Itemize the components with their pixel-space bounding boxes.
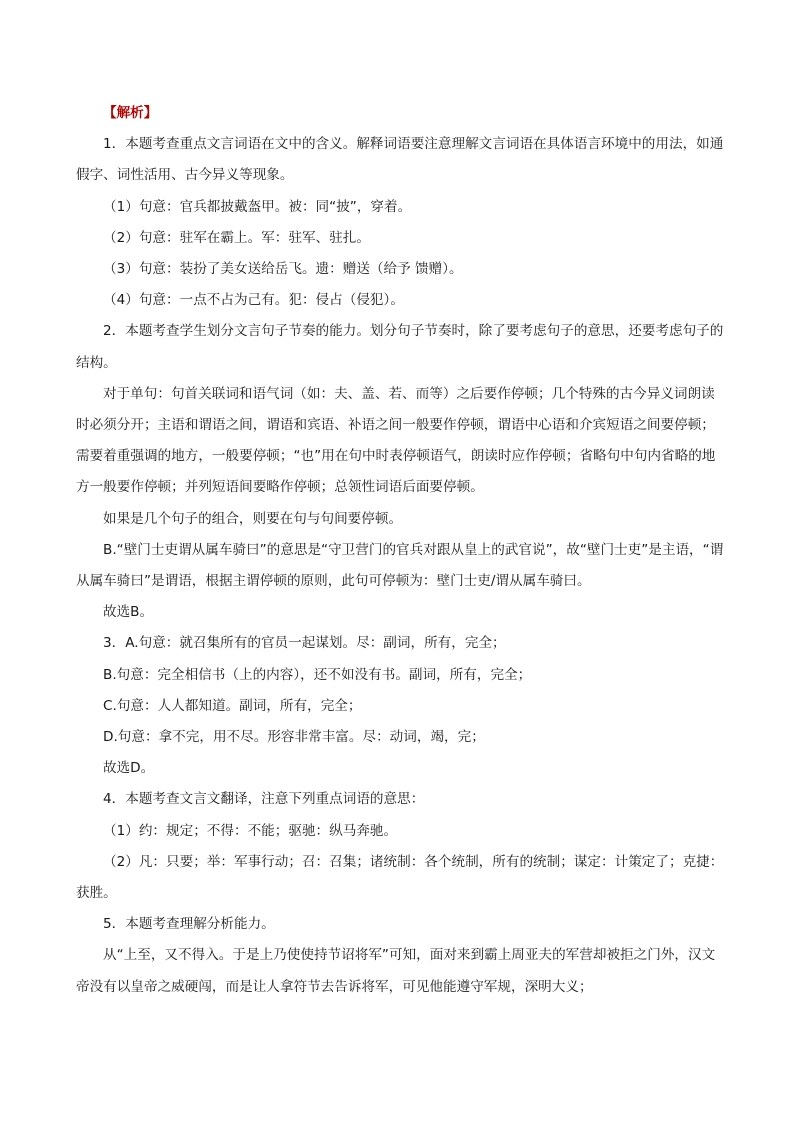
q1-item-2: （2）句意：驻军在霸上。军：驻军、驻扎。 <box>103 229 370 246</box>
q4-intro: 4．本题考查文言文翻译，注意下列重点词语的意思： <box>103 791 425 808</box>
q3-option-d: D.句意：拿不完，用不尽。形容非常丰富。尽：动词，竭，完； <box>103 729 485 746</box>
q2-compound-rule: 如果是几个句子的组合，则要在句与句间要停顿。 <box>103 510 403 527</box>
q2-intro: 2．本题考查学生划分文言句子节奏的能力。划分句子节奏时，除了要考虑句子的意思，还要考虑句子的结构。 <box>76 323 724 371</box>
q5-intro: 5．本题考查理解分析能力。 <box>103 916 275 933</box>
q2-option-b: B.“壁门士吏谓从属车骑曰”的意思是“守卫营门的官兵对跟从皇上的武官说”，故“壁门士吏”是主语，“谓从属车骑曰”是谓语，根据主谓停顿的原则，此句可停顿为：壁门士吏/谓从属车骑曰。 <box>76 541 724 590</box>
q1-item-1: （1）句意：官兵都披戴盔甲。被：同“披”，穿着。 <box>103 198 412 215</box>
q3-option-a: 3．A.句意：就召集所有的官员一起谋划。尽：副词，所有，完全； <box>103 635 506 652</box>
q5-analysis: 从“上至，又不得入。于是上乃使使持节诏将军”可知，面对来到霸上周亚夫的军营却被拒之门外，汉文帝没有以皇帝之威硬闯，而是让人拿符节去告诉将军，可见他能遵守军规，深明大义； <box>76 947 716 995</box>
q2-answer: 故选B。 <box>103 604 154 621</box>
q3-answer: 故选D。 <box>103 760 155 777</box>
q1-intro: 1．本题考查重点文言词语在文中的含义。解释词语要注意理解文言词语在具体语言环境中的用法，如通假字、词性活用、古今异义等现象。 <box>76 136 724 184</box>
q2-single-sentence-rules: 对于单句：句首关联词和语气词（如：夫、盖、若、而等）之后要作停顿；几个特殊的古今异义词朗读时必须分开；主语和谓语之间，谓语和宾语、补语之间一般要作停顿，谓语中心语和介宾短语之间要停顿；需要着重强调的地方，一般要停顿；“也”用在句中时表停顿语气，朗读时应作停顿；省略句中句内省略的地方一般要作停顿；并列短语间要略作停顿；总领性词语后面要停顿。 <box>76 385 716 496</box>
q1-item-3: （3）句意：装扮了美女送给岳飞。遗：赠送（给予 馈赠）。 <box>103 261 463 278</box>
q3-option-b: B.句意：完全相信书（上的内容），还不如没有书。副词，所有，完全； <box>103 666 532 683</box>
q4-item-2: （2）凡：只要；举：军事行动；召：召集；诸统制：各个统制，所有的统制；谋定：计策定了；克捷：获胜。 <box>76 853 724 902</box>
analysis-section <box>76 98 726 1003</box>
analysis-heading: 【解析】 <box>103 105 158 121</box>
q1-item-4: （4）句意：一点不占为己有。犯：侵占（侵犯）。 <box>103 292 404 309</box>
q4-item-1: （1）约：规定；不得：不能；驱驰：纵马奔驰。 <box>103 822 398 839</box>
q3-option-c: C.句意：人人都知道。副词，所有，完全； <box>103 697 362 714</box>
